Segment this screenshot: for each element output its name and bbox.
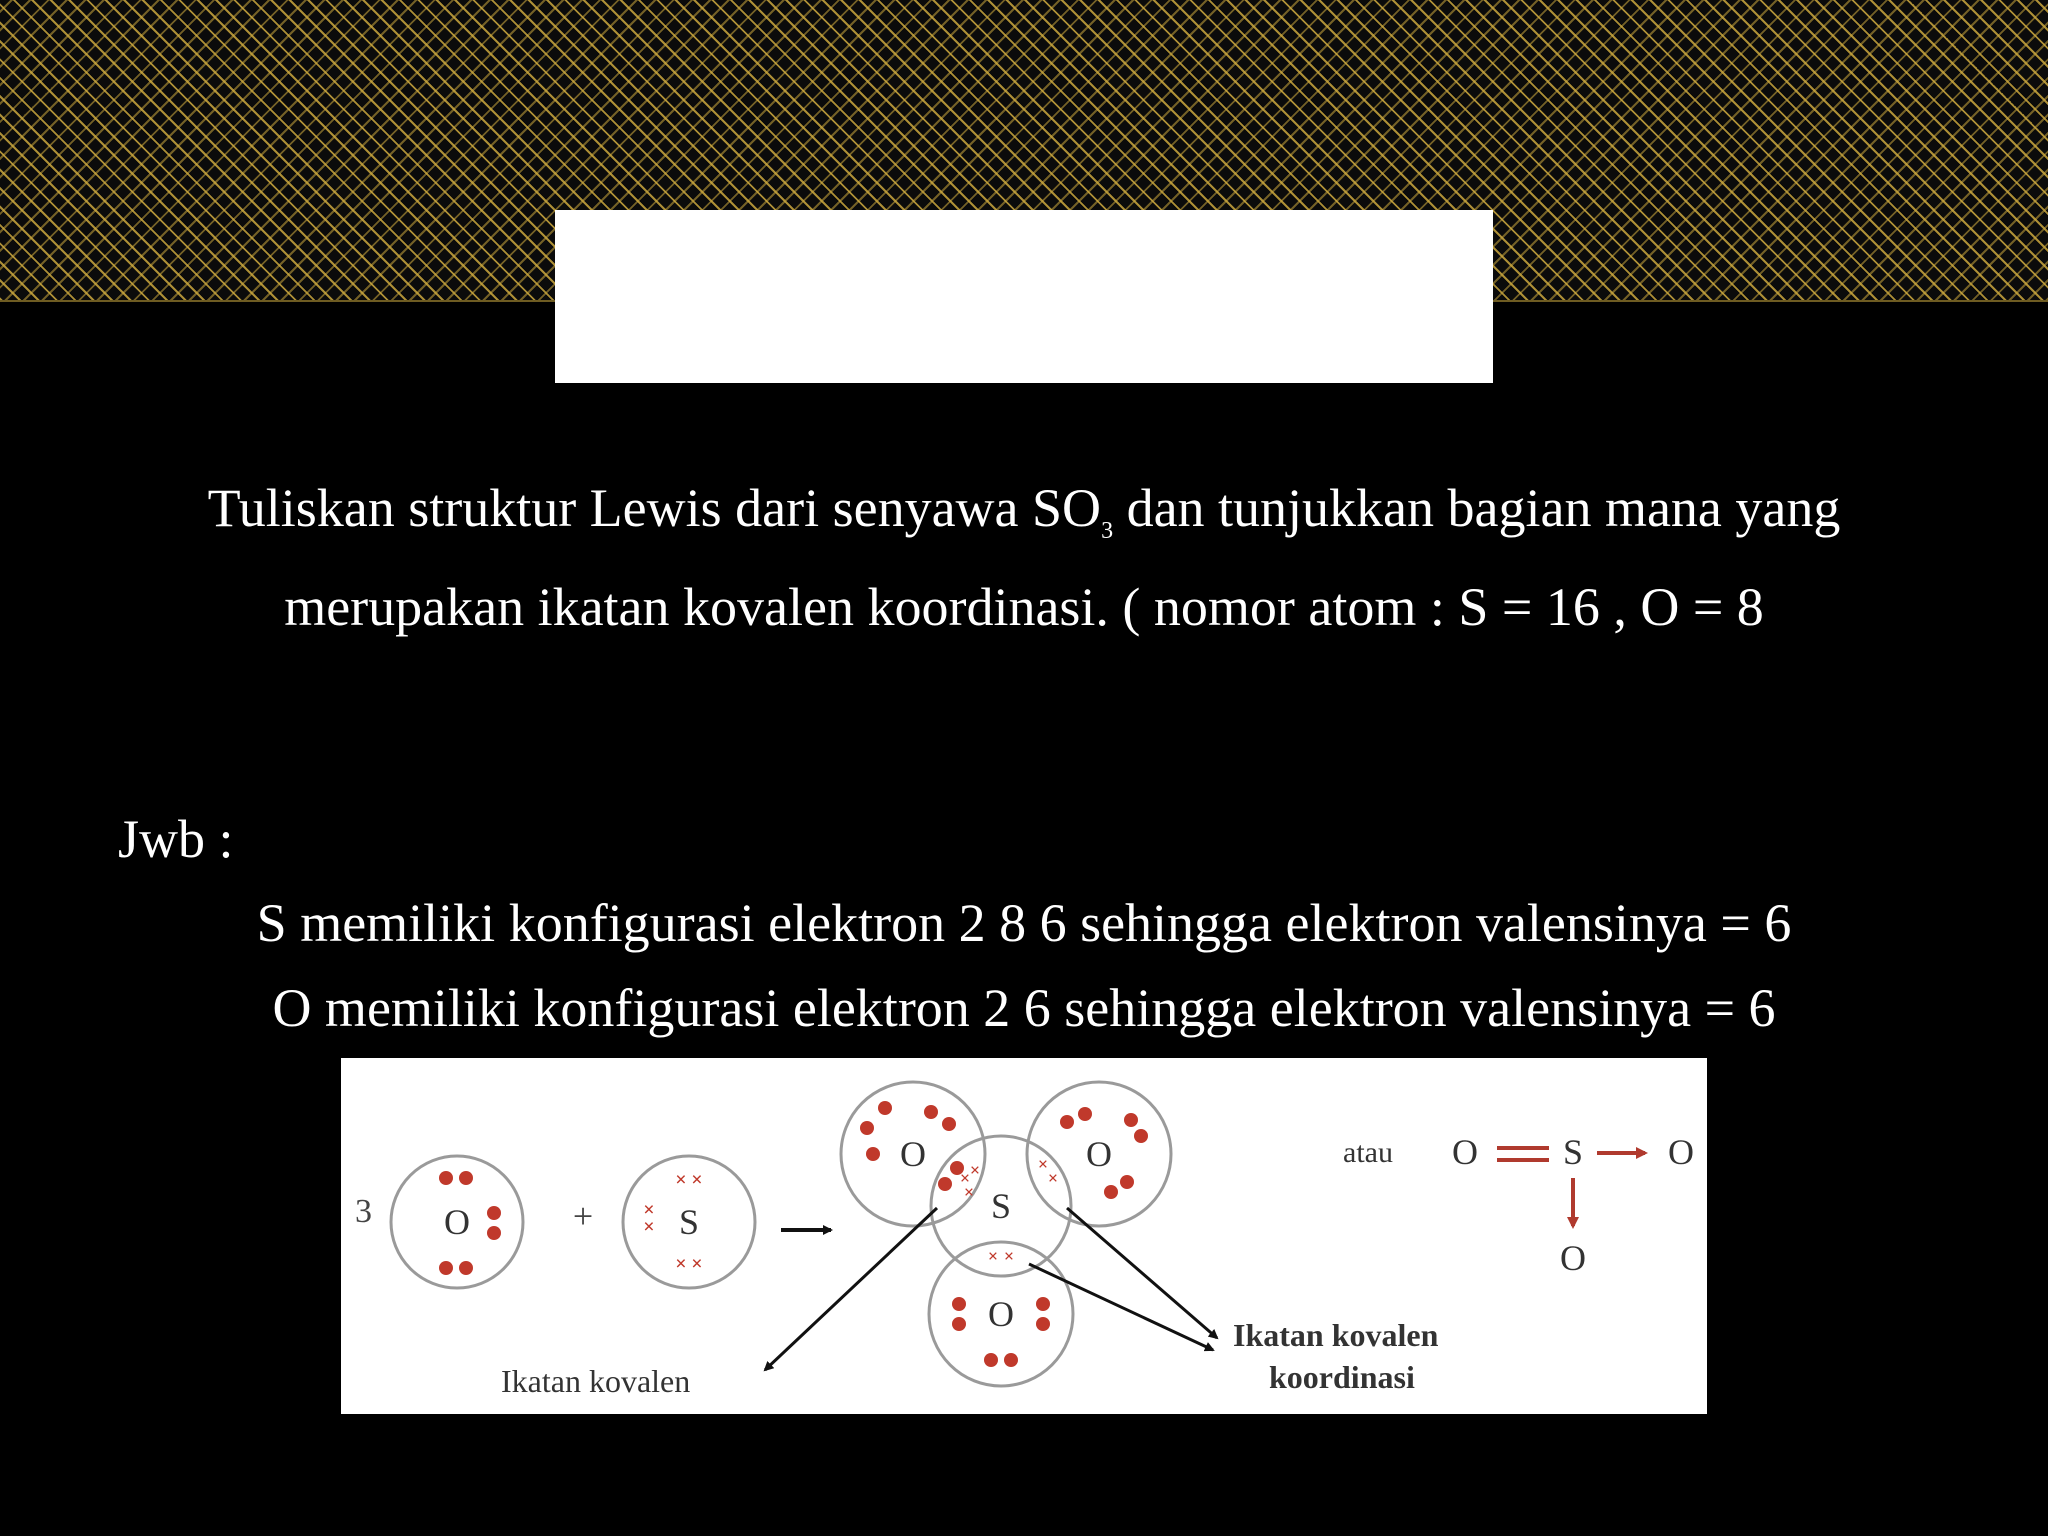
electron-dot [1004, 1353, 1018, 1367]
electron-dot [1134, 1129, 1148, 1143]
electron-dot [878, 1101, 892, 1115]
electron-dot [866, 1147, 880, 1161]
electron-dot [1036, 1317, 1050, 1331]
product-oxygen-bottom-crosses [988, 1246, 1014, 1266]
electron-dot [1104, 1185, 1118, 1199]
electron-cross: × [959, 1168, 971, 1188]
electron-cross: × [675, 1169, 687, 1191]
electron-dot [459, 1171, 473, 1185]
lewis-diagram-svg [341, 1058, 1707, 1414]
product-oxygen-right-symbol: O [1086, 1134, 1112, 1174]
electron-cross: × [691, 1253, 703, 1275]
coordinate-bond-arrow-lower [1029, 1264, 1213, 1350]
question-line-2: merupakan ikatan kovalen koordinasi. ( nomor atom : S = 16 , O = 8 [284, 576, 1764, 637]
question-text [140, 470, 1908, 645]
electron-dot [924, 1105, 938, 1119]
question-line-1: Tuliskan struktur Lewis dari senyawa $SO_3$ dan tunjukkan bagian mana yang [207, 478, 1841, 544]
product-oxygen-left-symbol: O [900, 1134, 926, 1174]
electron-dot [984, 1353, 998, 1367]
electron-cross: × [1003, 1246, 1015, 1266]
coordinate-bond-label-line-1: Ikatan kovalen [1233, 1317, 1439, 1353]
answer-line-oxygen: O memiliki konfigurasi elektron 2 6 sehingga elektron valensinya = 6 [272, 978, 1776, 1038]
electron-dot [439, 1261, 453, 1275]
electron-dot [952, 1297, 966, 1311]
electron-cross: × [643, 1216, 655, 1238]
electron-dot [1060, 1115, 1074, 1129]
covalent-bond-label: Ikatan kovalen [501, 1363, 691, 1399]
electron-dot [1036, 1297, 1050, 1311]
electron-cross: × [987, 1246, 999, 1266]
subscript-3: 3 [1101, 517, 1114, 544]
atau-label: atau [1343, 1136, 1393, 1169]
answer-label: Jwb : [118, 809, 234, 869]
lewis-structure-diagram [341, 1058, 1707, 1414]
electron-dot [942, 1117, 956, 1131]
reactant-sulfur-symbol: S [678, 1202, 700, 1242]
electron-dot [459, 1261, 473, 1275]
electron-cross: × [675, 1253, 687, 1275]
electron-cross: × [1037, 1154, 1049, 1174]
product-sulfur-symbol: S [990, 1186, 1012, 1226]
electron-dot [487, 1206, 501, 1220]
electron-cross: × [643, 1199, 655, 1221]
electron-dot [938, 1177, 952, 1191]
electron-dot [952, 1317, 966, 1331]
product-oxygen-right-crosses [1038, 1154, 1058, 1188]
electron-cross: × [969, 1160, 981, 1180]
coordinate-bond-label-line-2: koordinasi [1269, 1359, 1415, 1395]
electron-dot [860, 1121, 874, 1135]
electron-dot [439, 1171, 453, 1185]
plus-sign: + [572, 1196, 594, 1236]
coordinate-bond-arrow-upper [1067, 1208, 1217, 1338]
electron-dot [487, 1226, 501, 1240]
electron-cross: × [691, 1169, 703, 1191]
answer-line-sulfur: S memiliki konfigurasi elektron 2 8 6 sehingga elektron valensinya = 6 [256, 893, 1792, 953]
formula-oxygen-left: O [1452, 1132, 1478, 1172]
title-placeholder-box [555, 210, 1493, 383]
coefficient-3: 3 [355, 1193, 372, 1230]
electron-cross: × [963, 1182, 975, 1202]
reactant-oxygen-symbol: O [444, 1202, 470, 1242]
electron-dot [1120, 1175, 1134, 1189]
product-oxygen-bottom-symbol: O [988, 1294, 1014, 1334]
electron-dot [1124, 1113, 1138, 1127]
electron-dot [1078, 1107, 1092, 1121]
covalent-bond-arrow [765, 1208, 937, 1370]
electron-cross: × [1047, 1168, 1059, 1188]
formula-oxygen-bottom: O [1560, 1238, 1586, 1278]
formula-sulfur: S [1562, 1132, 1584, 1172]
formula-oxygen-right: O [1668, 1132, 1694, 1172]
